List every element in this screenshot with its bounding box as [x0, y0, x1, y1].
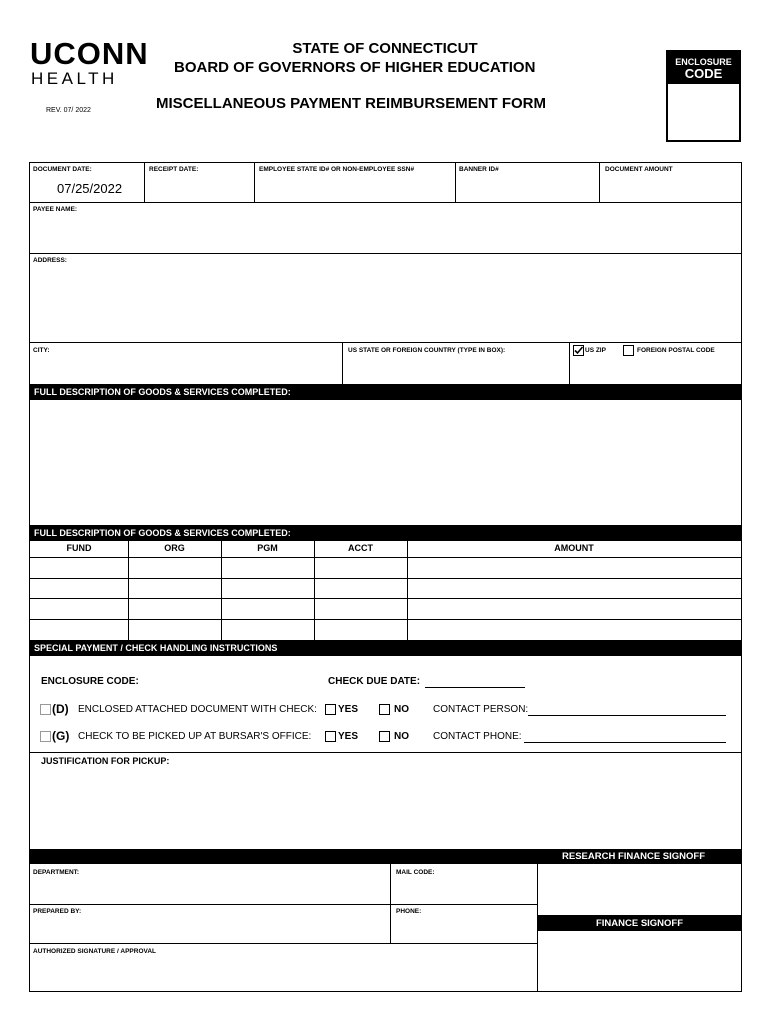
column-amount: AMOUNT: [554, 543, 594, 553]
enclosure-label: ENCLOSURE: [675, 57, 732, 67]
option-g-text: CHECK TO BE PICKED UP AT BURSAR'S OFFICE:: [78, 731, 312, 742]
column-fund: FUND: [66, 543, 92, 553]
us-zip-checkbox[interactable]: [573, 345, 584, 356]
foreign-postal-checkbox[interactable]: [623, 345, 634, 356]
address-label: ADDRESS:: [33, 257, 67, 264]
form-title: MISCELLANEOUS PAYMENT REIMBURSEMENT FORM: [156, 95, 547, 112]
payee-name-label: PAYEE NAME:: [33, 206, 78, 213]
justification-label: JUSTIFICATION FOR PICKUP:: [41, 756, 170, 766]
uconn-logo: UCONN: [30, 36, 149, 71]
revision-label: REV. 07/ 2022: [46, 107, 91, 114]
health-logo: HEALTH: [31, 69, 118, 88]
banner-id-label: BANNER ID#: [459, 166, 499, 173]
contact-phone-field[interactable]: [524, 742, 726, 743]
form-title-board: BOARD OF GOVERNORS OF HIGHER EDUCATION: [174, 59, 536, 76]
description-textarea[interactable]: [30, 400, 741, 525]
form-title-state: STATE OF CONNECTICUT: [292, 40, 478, 57]
mail-code-label: MAIL CODE:: [396, 869, 435, 876]
prepared-by-label: PREPARED BY:: [33, 908, 82, 915]
us-zip-label: US ZIP: [585, 347, 606, 354]
option-g-no-checkbox[interactable]: [379, 731, 390, 742]
foreign-postal-label: FOREIGN POSTAL CODE: [637, 347, 715, 354]
option-d-no-checkbox[interactable]: [379, 704, 390, 715]
option-d-checkbox[interactable]: [40, 704, 51, 715]
account-table-rows[interactable]: [30, 558, 741, 640]
code-label: CODE: [684, 66, 723, 81]
contact-phone-label: CONTACT PHONE:: [433, 731, 522, 742]
column-acct: ACCT: [348, 543, 373, 553]
justification-textarea[interactable]: [30, 770, 741, 847]
column-pgm: PGM: [257, 543, 278, 553]
document-date-label: DOCUMENT DATE:: [33, 166, 92, 173]
research-finance-signoff-label: RESEARCH FINANCE SIGNOFF: [562, 851, 706, 862]
description-heading: FULL DESCRIPTION OF GOODS & SERVICES COMPLETED:: [30, 384, 741, 400]
option-d-code: (D): [52, 702, 69, 716]
receipt-date-label: RECEIPT DATE:: [149, 166, 199, 173]
department-label: DEPARTMENT:: [33, 869, 80, 876]
option-d-yes-checkbox[interactable]: [325, 704, 336, 715]
option-g-yes-label: YES: [338, 731, 359, 742]
enclosure-code-label: ENCLOSURE CODE:: [41, 676, 139, 687]
special-payment-heading: SPECIAL PAYMENT / CHECK HANDLING INSTRUCTIONS: [30, 640, 741, 656]
option-d-text: ENCLOSED ATTACHED DOCUMENT WITH CHECK:: [78, 704, 317, 715]
enclosure-code-header: [668, 52, 739, 84]
phone-label: PHONE:: [396, 908, 422, 915]
check-due-date-field[interactable]: [425, 687, 525, 688]
account-table-heading: FULL DESCRIPTION OF GOODS & SERVICES COMPLETED:: [30, 525, 741, 541]
check-due-date-label: CHECK DUE DATE:: [328, 676, 421, 687]
authorized-signature-label: AUTHORIZED SIGNATURE / APPROVAL: [33, 948, 157, 955]
research-finance-signoff-field[interactable]: [538, 865, 741, 915]
column-org: ORG: [164, 543, 185, 553]
contact-person-field[interactable]: [528, 715, 726, 716]
checkmark-icon: [573, 345, 584, 356]
state-country-label: US STATE OR FOREIGN COUNTRY (TYPE IN BOX):: [348, 347, 506, 354]
option-g-checkbox[interactable]: [40, 731, 51, 742]
finance-signoff-label: FINANCE SIGNOFF: [595, 918, 684, 929]
employee-id-label: EMPLOYEE STATE ID# OR NON-EMPLOYEE SSN#: [259, 166, 415, 173]
document-date-value[interactable]: 07/25/2022: [57, 181, 123, 196]
city-label: CITY:: [33, 347, 50, 354]
contact-person-label: CONTACT PERSON:: [433, 704, 529, 715]
finance-signoff-field[interactable]: [538, 932, 741, 991]
option-g-yes-checkbox[interactable]: [325, 731, 336, 742]
option-d-yes-label: YES: [338, 704, 359, 715]
option-g-no-label: NO: [394, 731, 409, 742]
option-d-no-label: NO: [394, 704, 409, 715]
option-g-code: (G): [52, 729, 70, 743]
enclosure-code-box[interactable]: [666, 50, 741, 142]
document-amount-label: DOCUMENT AMOUNT: [605, 166, 673, 173]
